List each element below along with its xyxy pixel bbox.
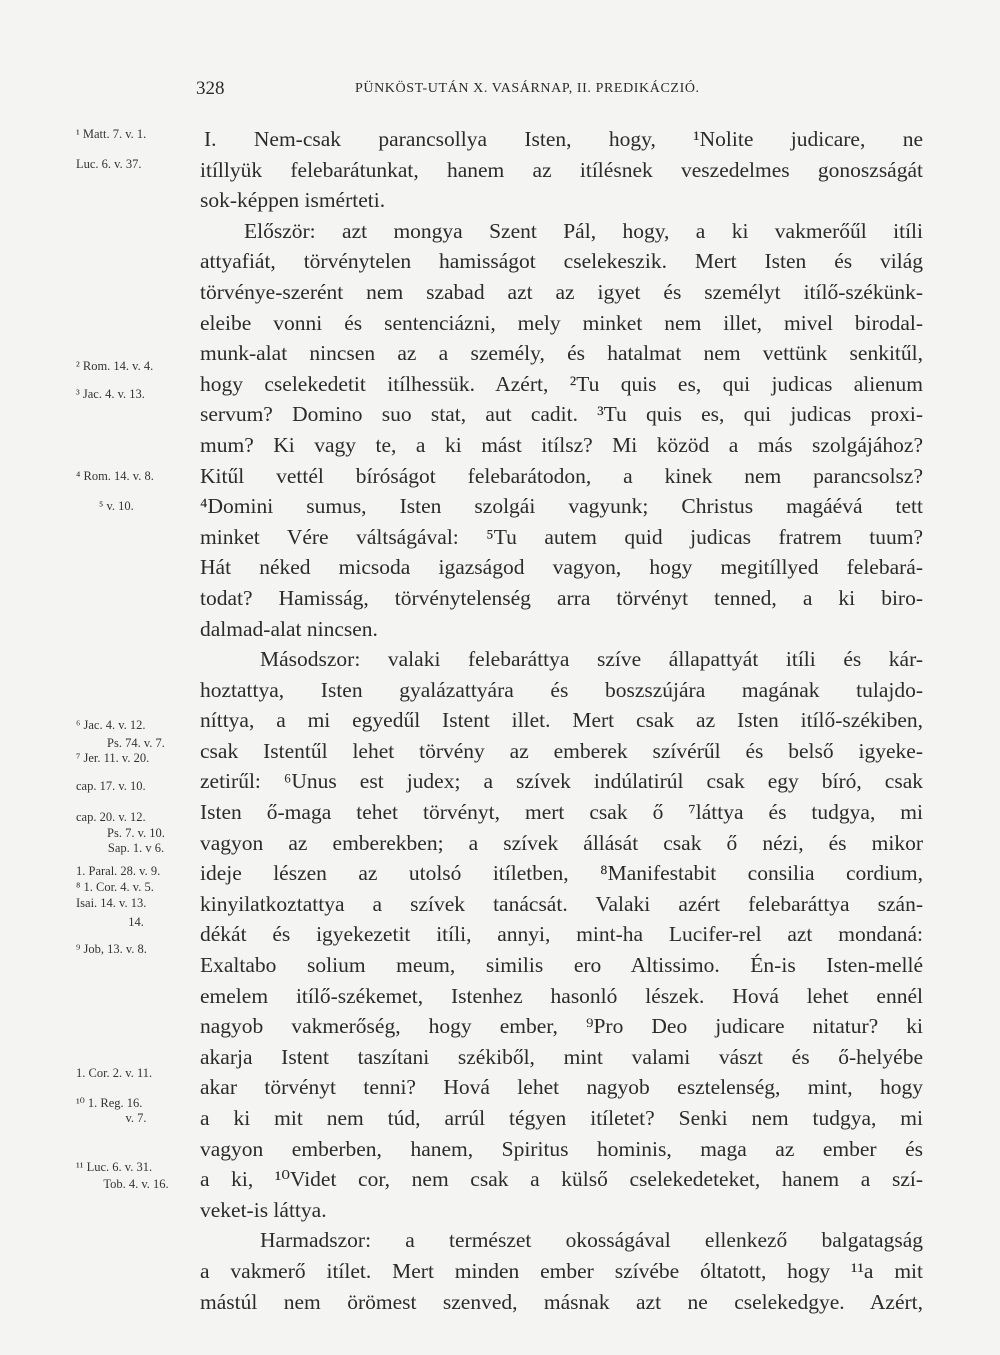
text-line: a ki, ¹⁰Videt cor, nem csak a külső cselekedeteket, hanem a szí- <box>200 1167 923 1192</box>
text-line: níttya, a mi egyedűl Istent illet. Mert csak az Isten itílő-székiben, <box>200 708 923 733</box>
text-line: attyafiát, törvénytelen hamisságot cselekeszik. Mert Isten és világ <box>200 249 923 274</box>
text-line: servum? Domino suo stat, aut cadit. ³Tu quis es, qui judicas proxi- <box>200 402 923 427</box>
page-number: 328 <box>196 78 225 99</box>
text-line: Harmadszor: a természet okosságával ellenkező balgatagság <box>260 1228 923 1253</box>
text-line: sok-képpen ismérteti. <box>200 188 386 213</box>
text-line: hoztattya, Isten gyalázattyára és boszszújára magának tulajdo- <box>200 677 923 702</box>
text-line: akarja Istent taszítani székiből, mint valami vászt és ő-helyébe <box>200 1044 923 1069</box>
page-header <box>0 78 1000 106</box>
margin-note: ³ Jac. 4. v. 13. <box>76 387 145 401</box>
margin-note: ⁴ Rom. 14. v. 8. <box>76 469 154 483</box>
text-line: a ki mit nem túd, arrúl tégyen itíletet? Senki nem tudgya, mi <box>200 1106 923 1130</box>
text-line: I. Nem-csak parancsollya Isten, hogy, ¹Nolite judicare, ne <box>204 127 923 151</box>
margin-note: ² Rom. 14. v. 4. <box>76 359 154 373</box>
text-line: emelem itílő-székemet, Istenhez hasonló lészek. Hová lehet ennél <box>200 983 923 1008</box>
text-line: Hát néked micsoda igazságod vagyon, hogy megitíllyed felebará- <box>200 555 923 580</box>
margin-note: cap. 17. v. 10. <box>76 779 146 793</box>
text-line: dékát és igyekezetit itíli, annyi, mint-ha Lucifer-rel azt mondaná: <box>200 922 923 947</box>
margin-note: Tob. 4. v. 16. <box>103 1177 169 1191</box>
text-line: Másodszor: valaki felebaráttya szíve állapattyát itíli és kár- <box>260 647 923 672</box>
body-text <box>200 124 923 1317</box>
margin-note: Isai. 14. v. 13. <box>76 896 147 910</box>
text-line: vagyon emberben, hanem, Spiritus hominis, maga az ember és <box>200 1136 923 1161</box>
text-line: akar törvényt tenni? Hová lehet nagyob esztelenség, mint, hogy <box>200 1075 923 1100</box>
text-line: dalmad-alat nincsen. <box>200 616 378 641</box>
text-line: törvénye-szerént nem szabad azt az igyet és személyt itílő-székünk- <box>200 279 923 304</box>
margin-note: ¹ Matt. 7. v. 1. <box>76 127 147 141</box>
text-line: ⁴Domini sumus, Isten szolgái vagyunk; Christus magáévá tett <box>200 494 923 519</box>
margin-note: 1. Paral. 28. v. 9. <box>76 864 161 878</box>
margin-note: ⁷ Jer. 11. v. 20. <box>76 751 150 765</box>
text-line: Isten ő-maga tehet törvényt, mert csak ő ⁷láttya és tudgya, mi <box>200 800 923 825</box>
text-line: mum? Ki vagy te, a ki mást itílsz? Mi közöd a más szolgájához? <box>200 432 923 457</box>
text-line: hogy cselekedetit itílhessük. Azért, ²Tu quis es, qui judicas alienum <box>200 371 923 396</box>
margin-note: cap. 20. v. 12. <box>76 810 146 824</box>
margin-note: Sap. 1. v 6. <box>107 841 165 855</box>
text-line: mástúl nem örömest szenved, másnak azt ne cselekedgye. Azért, <box>200 1289 923 1314</box>
text-line: veket-is láttya. <box>200 1197 327 1222</box>
text-line: Először: azt mongya Szent Pál, hogy, a ki vakmerőűl itíli <box>244 218 923 243</box>
text-line: Kitűl vettél bíróságot felebarátodon, a kinek nem parancsolsz? <box>200 463 923 488</box>
text-line: vagyon az emberekben; a szívek állását csak ő nézi, és mikor <box>200 830 923 855</box>
margin-note: Luc. 6. v. 37. <box>76 157 142 171</box>
margin-note: ⁹ Job, 13. v. 8. <box>76 942 147 956</box>
margin-note: v. 7. <box>125 1111 147 1125</box>
text-line: zetirűl: ⁶Unus est judex; a szívek indúlatirúl csak egy bíró, csak <box>200 769 923 794</box>
text-line: munk-alat nincsen az a személy, és hatalmat nem vettünk senkitűl, <box>200 341 923 366</box>
text-line: itíllyük felebarátunkat, hanem az itílésnek veszedelmes gonoszságát <box>200 157 923 182</box>
text-line: ideje lészen az utolsó itíletben, ⁸Manifestabit consilia cordium, <box>200 861 923 886</box>
text-line: nagyob vakmerőség, hogy ember, ⁹Pro Deo judicare nitatur? ki <box>200 1014 923 1039</box>
margin-note: 1. Cor. 2. v. 11. <box>76 1066 153 1080</box>
margin-note: ⁸ 1. Cor. 4. v. 5. <box>76 880 154 894</box>
margin-note: ⁵ v. 10. <box>99 499 134 513</box>
margin-note: Ps. 7. v. 10. <box>107 826 165 840</box>
text-line: minket Vére váltságával: ⁵Tu autem quid judicas fratrem tuum? <box>200 524 923 549</box>
margin-note: ¹⁰ 1. Reg. 16. <box>76 1096 143 1110</box>
text-line: Exaltabo solium meum, similis ero Altissimo. Én-is Isten-mellé <box>200 953 923 978</box>
margin-note: ¹¹ Luc. 6. v. 31. <box>76 1160 153 1174</box>
margin-note: 14. <box>128 915 144 929</box>
margin-note: ⁶ Jac. 4. v. 12. <box>76 718 146 732</box>
text-line: kinyilatkoztattya a szívek tanácsát. Valaki azért felebaráttya szán- <box>200 891 923 916</box>
text-line: todat? Hamisság, törvénytelenség arra törvényt tenned, a ki biro- <box>200 585 923 610</box>
text-line: a vakmerő itílet. Mert minden ember szívébe óltatott, hogy ¹¹a mit <box>200 1258 923 1283</box>
running-head: PÜNKÖST-UTÁN X. VASÁRNAP, II. PREDIKÁCZIÓ. <box>355 81 700 96</box>
text-line: eleibe vonni és sentenciázni, mely minket nem illet, mivel birodal- <box>200 310 923 335</box>
text-line: csak Istentűl lehet törvény az emberek szívérűl és belső igyeke- <box>200 738 923 763</box>
margin-note: Ps. 74. v. 7. <box>107 736 165 750</box>
